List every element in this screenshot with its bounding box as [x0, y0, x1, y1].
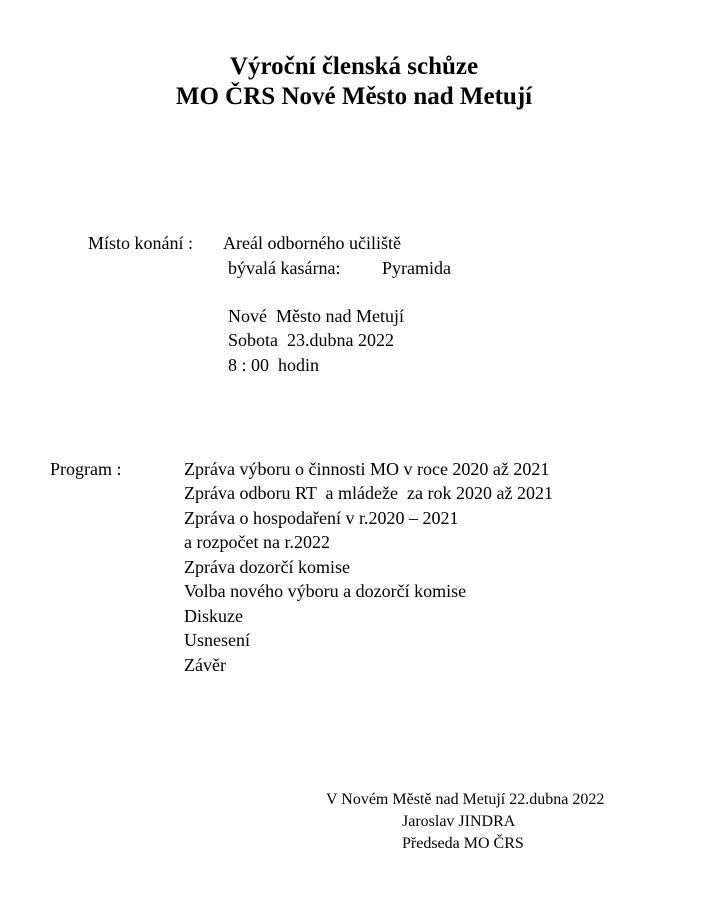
program-item: Zpráva výboru o činnosti MO v roce 2020 až 2021 — [184, 459, 550, 479]
venue-building-label: bývalá kasárna: — [228, 258, 341, 278]
footer-signatory-name: Jaroslav JINDRA — [402, 813, 516, 830]
program-item: Diskuze — [184, 606, 243, 626]
venue-town: Nové Město nad Metují — [228, 306, 404, 326]
document-subtitle: MO ČRS Nové Město nad Metují — [175, 83, 533, 110]
footer-place-date: V Novém Městě nad Metují 22.dubna 2022 — [326, 791, 605, 808]
program-label: Program : — [50, 459, 122, 479]
program-item: Zpráva dozorčí komise — [184, 557, 350, 577]
program-item: Volba nového výboru a dozorčí komise — [184, 581, 467, 601]
document-title: Výroční členská schůze — [229, 53, 479, 80]
venue-label: Místo konání : — [88, 233, 194, 253]
venue-building: Pyramida — [382, 258, 451, 278]
venue-date: Sobota 23.dubna 2022 — [228, 330, 394, 350]
program-item: Zpráva odboru RT a mládeže za rok 2020 až 2021 — [184, 483, 553, 503]
venue-time: 8 : 00 hodin — [228, 355, 320, 375]
program-item: a rozpočet na r.2022 — [184, 532, 330, 552]
program-item: Závěr — [184, 655, 226, 675]
program-item: Zpráva o hospodaření v r.2020 – 2021 — [184, 508, 459, 528]
footer-signatory-role: Předseda MO ČRS — [402, 835, 524, 852]
program-item: Usnesení — [184, 630, 250, 650]
venue-place: Areál odborného učiliště — [223, 233, 401, 253]
